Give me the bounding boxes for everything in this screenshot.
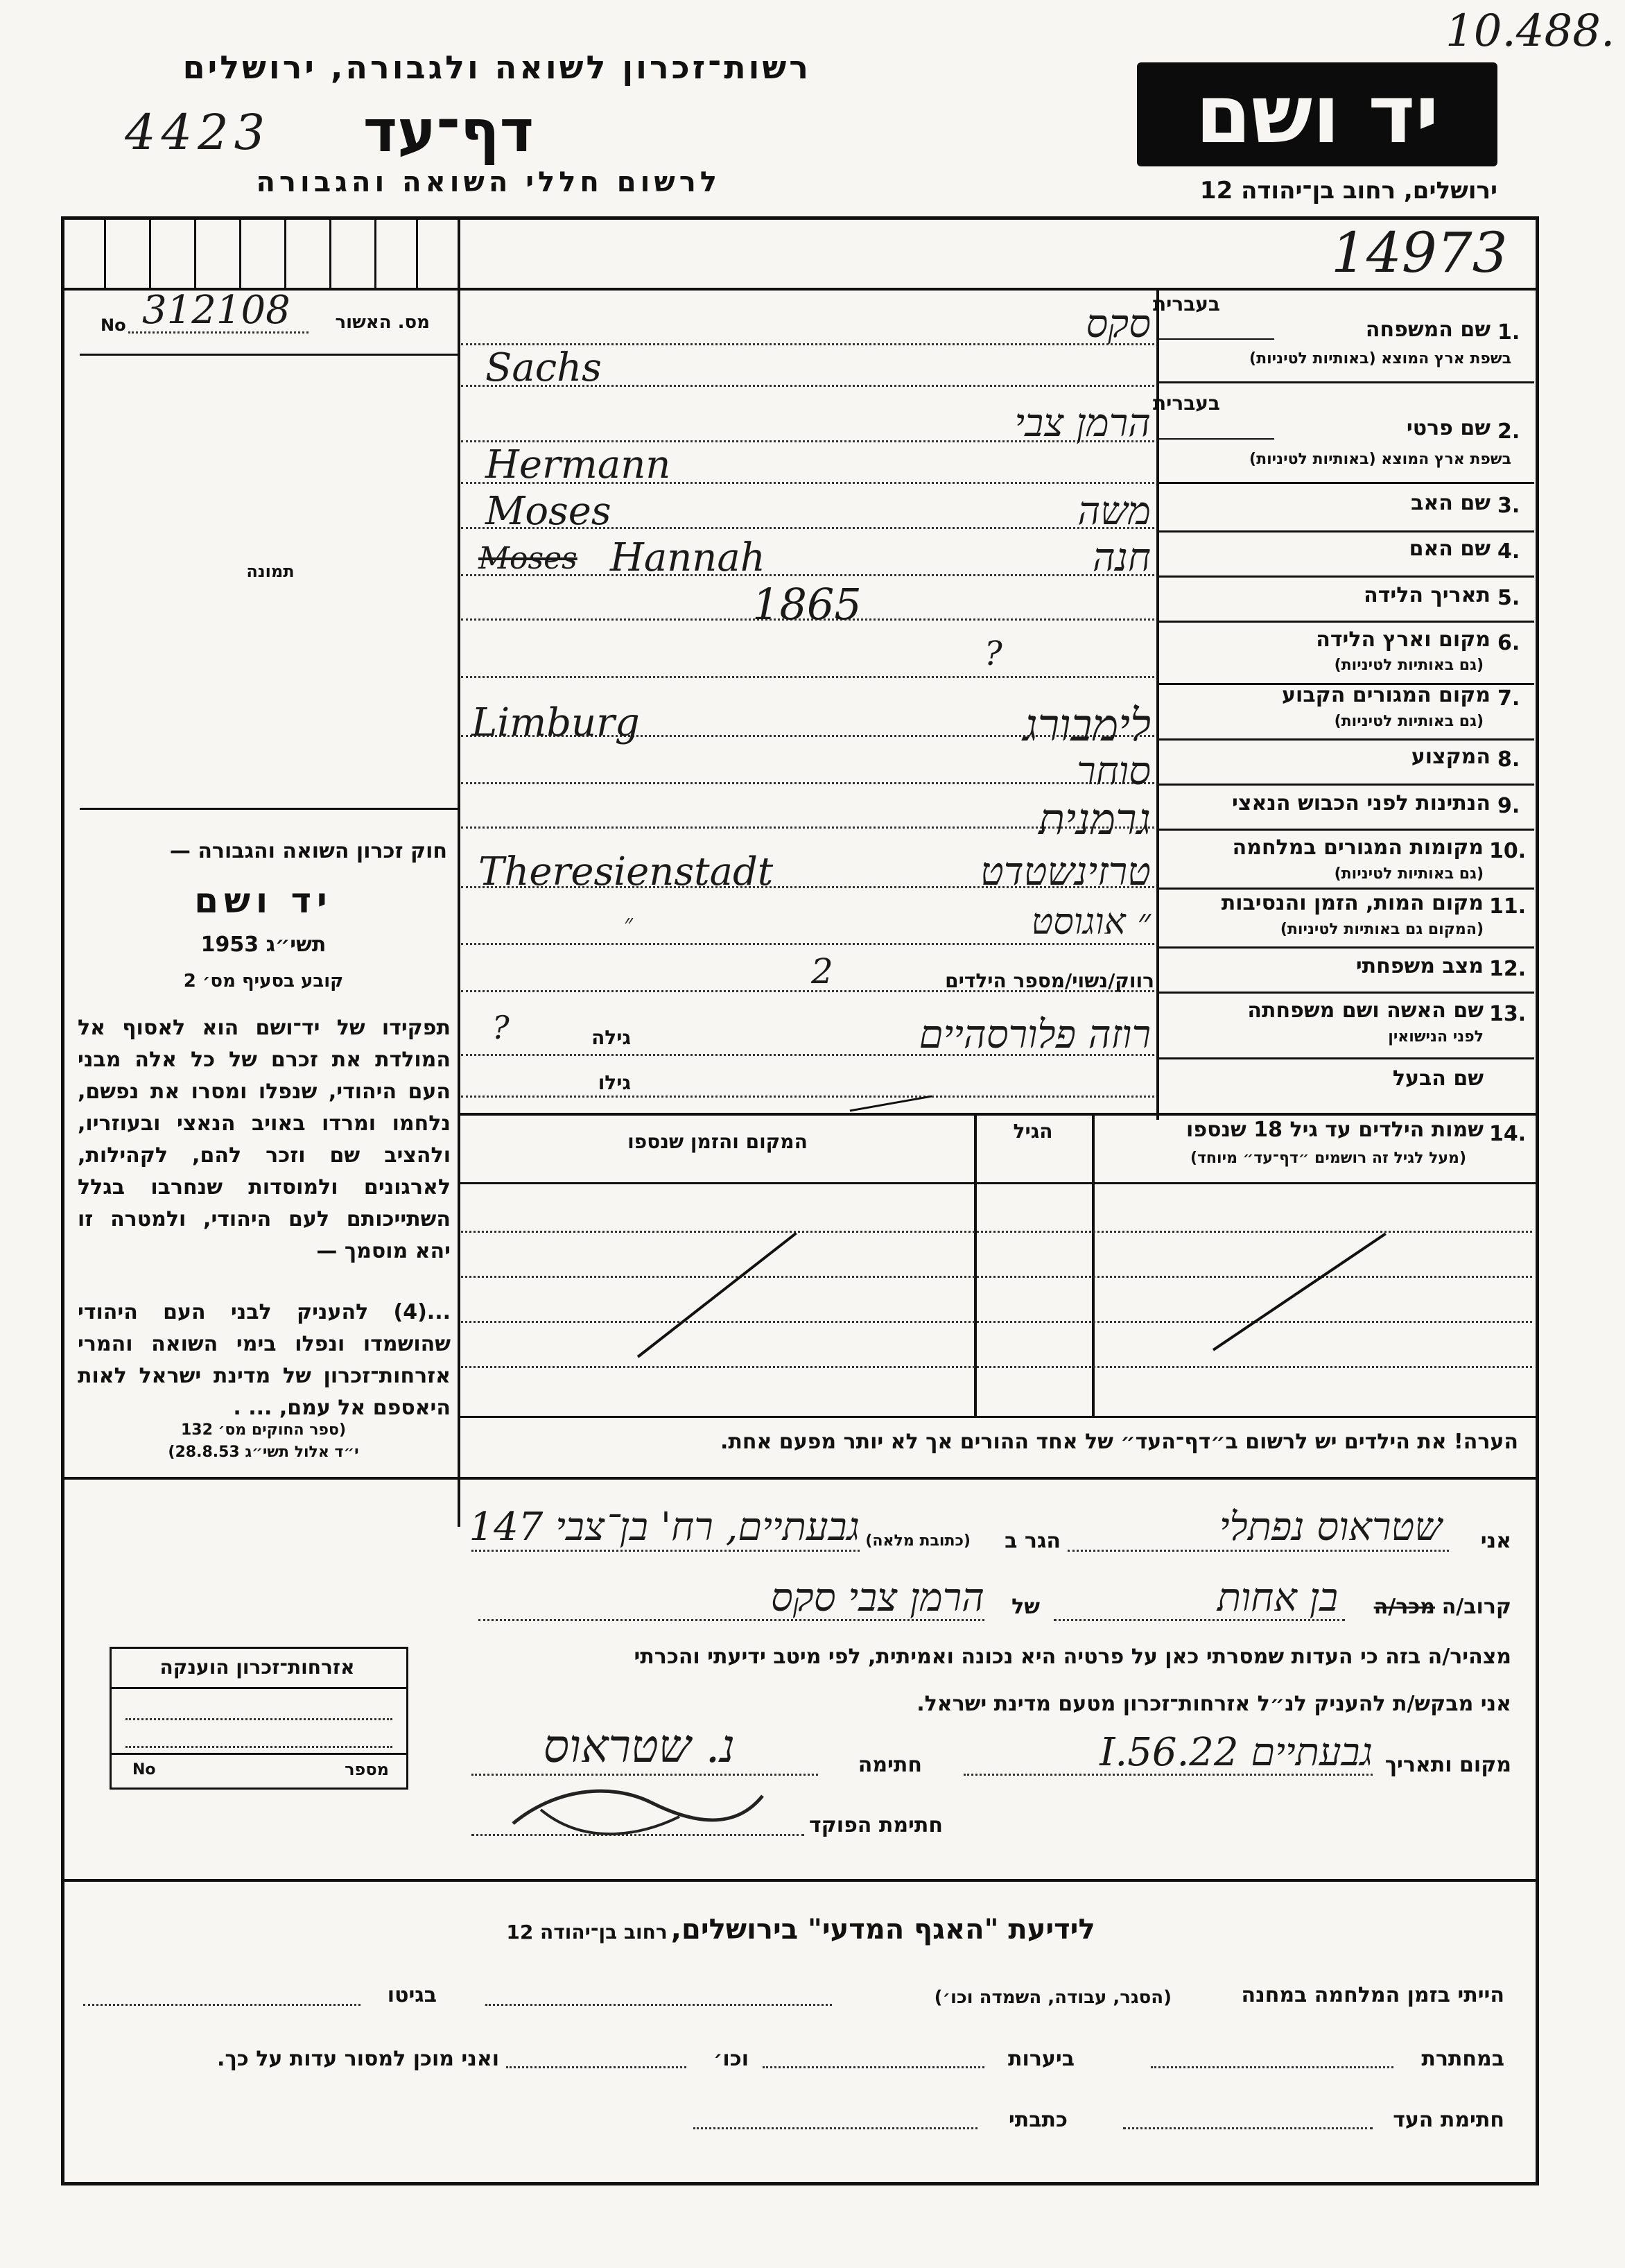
citizenship-no: No <box>132 1761 156 1778</box>
decl-statement-2: אני מבקש/ת להעניק לנ״ל אזרחות־זכרון מטעם מדינת ישראל. <box>916 1692 1511 1716</box>
f8-label: המקצוע <box>1411 745 1491 769</box>
bottom-line1-c: בגיטו <box>387 1983 437 2007</box>
decl-address-value: גבעתיים, רח' בן־צבי 147 <box>469 1505 860 1550</box>
f14-label: שמות הילדים עד גיל 18 שנספו <box>1186 1118 1484 1142</box>
f3-label: שם האב <box>1411 491 1491 515</box>
f11-label: מקום המות, הזמן והנסיבות <box>1221 891 1484 915</box>
form-number: 4423 <box>125 104 271 161</box>
decl-name-value: שטראוס נפתלי <box>1219 1505 1442 1550</box>
decl-signature-label: חתימה <box>858 1753 922 1777</box>
citizenship-number-label: מספר <box>345 1760 389 1779</box>
f4-label: שם האם <box>1409 537 1491 561</box>
decl-of: של <box>1011 1595 1040 1619</box>
bottom-title <box>416 1914 1185 1946</box>
logo-text: יד ושם <box>1195 68 1439 162</box>
decl-address-hint: (כתובת מלאה) <box>865 1532 971 1550</box>
f4-value-latin: Hannah <box>610 535 765 580</box>
f10-value-latin: Theresienstadt <box>478 849 774 894</box>
law-year: תשי״ג 1953 <box>200 933 327 957</box>
f13-value: רוזה פלורסהיים <box>919 1012 1151 1057</box>
f10-value-he: טרזינשטדט <box>980 849 1151 894</box>
f6-sub: (גם באותיות לטיניות) <box>1334 657 1484 674</box>
f7-sub: (גם באותיות לטיניות) <box>1334 713 1484 730</box>
f10-num: 10. <box>1489 839 1527 863</box>
approval-label: מס. האשור <box>335 312 430 333</box>
f11-sub: (המקום גם באותיות לטיניות) <box>1280 921 1484 938</box>
bottom-line2-d: ואני מוכן למסור עדות על כך. <box>217 2047 499 2071</box>
f14-col-age: הגיל <box>1013 1120 1053 1143</box>
f8-num: 8. <box>1497 747 1520 772</box>
bottom-line2-b: ביערות <box>1008 2047 1075 2071</box>
law-clause: קובע בסעיף מס׳ 2 <box>183 971 344 992</box>
f2-value-he: הרמן צבי <box>1014 401 1151 446</box>
bottom-line3-b: כתבתי <box>1008 2108 1068 2132</box>
law-title: חוק זכרון השואה והגבורה — <box>169 839 447 863</box>
address: ירושלים, רחוב בן־יהודה 12 <box>1199 177 1497 205</box>
citizenship-box <box>110 1647 408 1790</box>
bottom-line2-a: במחתרת <box>1421 2047 1504 2071</box>
f7-num: 7. <box>1497 686 1520 711</box>
f1-label: שם המשפחה <box>1365 318 1491 342</box>
citizenship-title: אזרחות־זכרון הוענקה <box>159 1656 355 1679</box>
f5-value: 1865 <box>752 579 862 630</box>
f9-num: 9. <box>1497 794 1520 818</box>
form-subtitle: לרשום חללי השואה והגבורה <box>256 166 721 198</box>
officer-signature <box>499 1775 776 1851</box>
org-line: רשות־זכרון לשואה ולגבורה, ירושלים <box>182 49 811 86</box>
bottom-line2-c: וכו׳ <box>713 2047 749 2071</box>
f5-num: 5. <box>1497 586 1520 610</box>
f13b-label: שם הבעל <box>1392 1066 1484 1091</box>
law-source-1: (ספר החוקים מס׳ 132 <box>180 1421 347 1439</box>
bottom-title-main: לידיעת "האגף המדעי" בירושלים, <box>670 1914 1095 1946</box>
f10-sub: (גם באותיות לטיניות) <box>1334 865 1484 883</box>
f4-struck: Moses <box>478 541 577 576</box>
decl-struck-label: מכר/ה <box>1373 1595 1435 1619</box>
f6-num: 6. <box>1497 631 1520 655</box>
law-paragraph: תפקידו של יד־ושם הוא לאסוף אל המולדת את זכרם של כל אלה מבני העם היהודי, שנפלו ומסרו את נפשם, נלחמו ומרדו באויב הנאצי ובעוזריו, ולהציב שם וזכר להם, לקהילות, לארגונים ולמוסדות שנחרבו בגלל השתייכותם לעם היהודי, ולמטרה זו יהא מוסמך — <box>78 1016 451 1263</box>
decl-of-value: הרמן צבי סקס <box>770 1575 984 1620</box>
f13-num: 13. <box>1489 1002 1527 1026</box>
f3-num: 3. <box>1497 494 1520 518</box>
law-source-2: י״ד אלול תשי״ג 28.8.53) <box>168 1444 359 1461</box>
note: הערה! את הילדים יש לרשום ב״דף־העד״ של אחד ההורים אך לא יותר מפעם אחת. <box>720 1430 1518 1454</box>
f8-value: סוחר <box>1077 749 1151 794</box>
f11-value-latin: ״ <box>624 910 633 937</box>
f6-value: ? <box>984 634 1002 673</box>
form-title: דף־עד <box>363 97 534 165</box>
f12-num: 12. <box>1489 957 1527 981</box>
f2-value-latin: Hermann <box>485 442 671 487</box>
decl-officer-label: חתימת הפוקד <box>809 1813 943 1837</box>
f13-label: שם האשה ושם משפחתה <box>1247 998 1484 1023</box>
approval-no: No <box>101 315 126 335</box>
f13-age-value: ? <box>492 1009 510 1046</box>
decl-signature-value: נ. שטראוס <box>543 1720 735 1773</box>
f2-label: שם פרטי <box>1406 416 1491 440</box>
yad-vashem-logo <box>1137 62 1497 166</box>
f3-value-he: משה <box>1077 489 1151 534</box>
f6-label: מקום וארץ הלידה <box>1316 627 1491 652</box>
f7-value-latin: Limburg <box>471 700 640 745</box>
f10-label: מקומות המגורים במלחמה <box>1232 836 1484 860</box>
f9-label: הנתינות לפני הכבוש הנאצי <box>1232 791 1491 815</box>
f1-hebrew-tag: בעברית <box>1152 293 1220 315</box>
decl-place-date-value: גבעתיים 22.I.56 <box>1100 1730 1373 1775</box>
top-number: 10.488. <box>1445 6 1615 57</box>
f7-value-he: לימבורג <box>1023 700 1151 752</box>
photo-label: תמונה <box>246 562 295 581</box>
decl-relation-value: בן אחות <box>1217 1575 1338 1620</box>
f3-value-latin: Moses <box>485 489 611 534</box>
f4-num: 4. <box>1497 539 1520 564</box>
decl-place-date-label: מקום ותאריך <box>1384 1753 1511 1777</box>
f13b-age-label: גילו <box>598 1071 631 1094</box>
f14-num: 14. <box>1489 1122 1527 1146</box>
f1-value-he: סקס <box>1086 302 1151 347</box>
f1-sub: בשפת ארץ המוצא (באותיות לטיניות) <box>1249 350 1511 367</box>
f7-label: מקום המגורים הקבוע <box>1282 683 1491 707</box>
bottom-title-address: רחוב בן־יהודה 12 <box>506 1921 668 1944</box>
f2-num: 2. <box>1497 419 1520 444</box>
bottom-line3-a: חתימת העד <box>1393 2108 1504 2132</box>
f2-sub: בשפת ארץ המוצא (באותיות לטיניות) <box>1249 451 1511 468</box>
decl-statement-1: מצהיר/ה בזה כי העדות שמסרתי כאן על פרטיה היא נכונה ואמיתית, לפי מיטב ידיעתי והכרתי <box>634 1645 1511 1669</box>
bottom-line1-a: הייתי בזמן המלחמה במחנה <box>1241 1983 1504 2007</box>
decl-resides: הגר ב <box>1005 1529 1061 1553</box>
f11-value-he: ״ אוגוסט <box>1031 901 1151 943</box>
f1-num: 1. <box>1497 320 1520 345</box>
law-name: יד ושם <box>194 881 333 921</box>
f13-sub: לפני הנישואין <box>1388 1028 1484 1046</box>
f4-value-he: חנה <box>1092 535 1151 580</box>
f14-sub: (מעל לגיל זה רושמים ״דף־עד״ מיוחד) <box>1190 1150 1466 1167</box>
bottom-line1-b: (הסגר, עבודה, השמדה וכו׳) <box>934 1987 1172 2008</box>
f5-label: תאריך הלידה <box>1364 583 1491 607</box>
f11-num: 11. <box>1489 894 1527 919</box>
f2-hebrew-tag: בעברית <box>1152 392 1220 415</box>
file-number: 14973 <box>1331 220 1508 285</box>
f12-status-label: רווק/נשוי/מספר הילדים <box>945 969 1154 992</box>
f12-value: 2 <box>811 951 833 992</box>
decl-ani: אני <box>1480 1529 1511 1553</box>
approval-value: 312108 <box>142 288 290 333</box>
f14-col-place: המקום והזמן שנספו <box>627 1130 808 1153</box>
f13-age-label: גילה <box>591 1026 631 1049</box>
f1-value-latin: Sachs <box>485 345 602 390</box>
law-paragraph-2: ...(4) להעניק לבני העם היהודי שהושמדו ונפלו בימי השואה והמרי אזרחות־זכרון של מדינת ישראל לאות היאספם אל עמם, ... . <box>78 1300 451 1420</box>
f9-value: גרמנית <box>1039 794 1151 845</box>
f12-label: מצב משפחתי <box>1355 954 1484 978</box>
decl-relative-label: קרוב/ה <box>1441 1595 1511 1619</box>
